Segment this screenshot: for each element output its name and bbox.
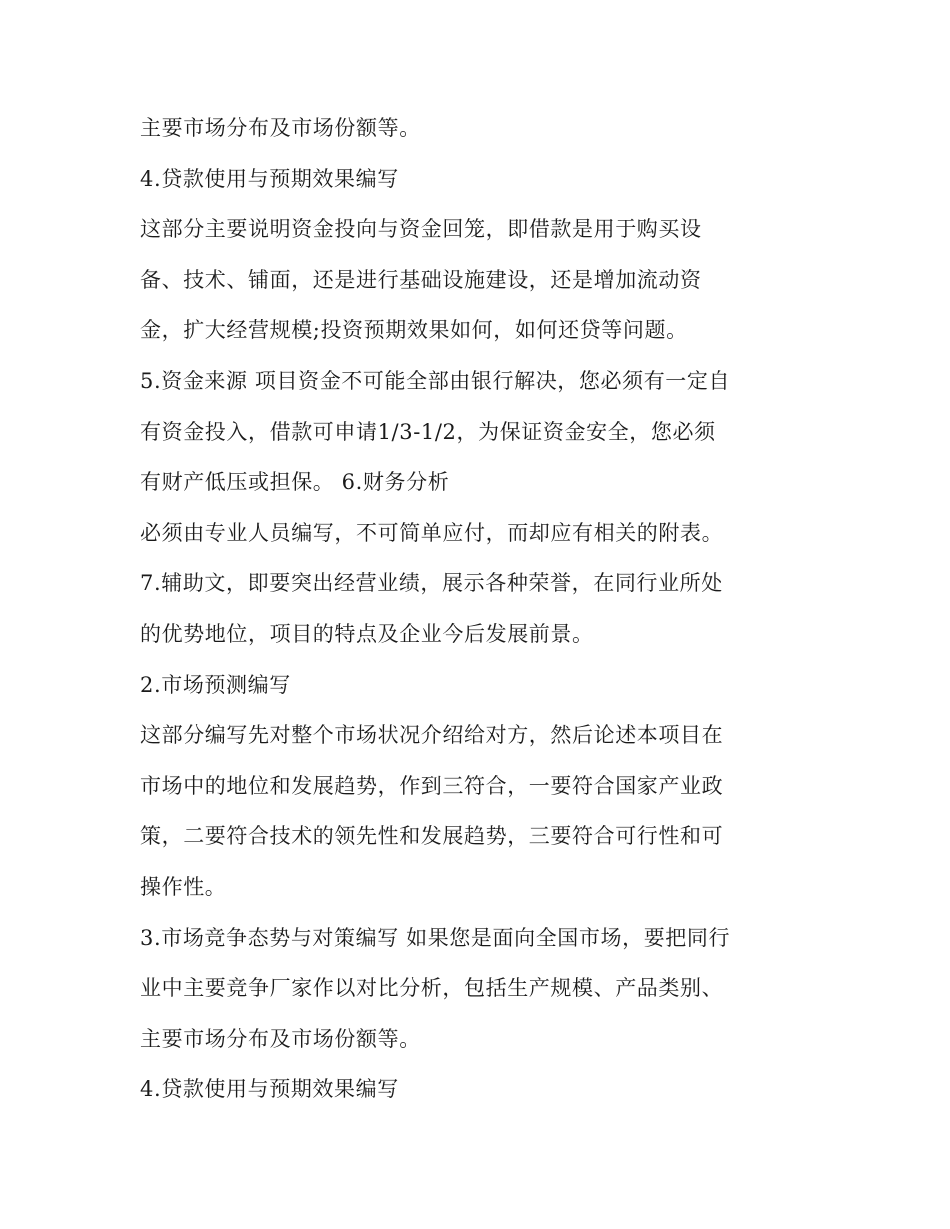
text-line: 业中主要竞争厂家作以对比分析，包括生产规模、产品类别、 bbox=[140, 976, 724, 1000]
text-line: 金，扩大经营规模;投资预期效果如何，如何还贷等问题。 bbox=[140, 318, 688, 342]
text-line: 操作性。 bbox=[140, 875, 227, 899]
text-line: 这部分主要说明资金投向与资金回笼，即借款是用于购买设 bbox=[140, 217, 702, 241]
section-heading: 3.市场竞争态势与对策编写 如果您是面向全国市场，要把同行 bbox=[140, 926, 731, 950]
section-heading: 7.辅助文，即要突出经营业绩，展示各种荣誉，在同行业所处 bbox=[140, 571, 723, 595]
text-line: 备、技术、铺面，还是进行基础设施建设，还是增加流动资 bbox=[140, 268, 702, 292]
text-line: 市场中的地位和发展趋势，作到三符合，一要符合国家产业政 bbox=[140, 774, 724, 798]
section-heading: 5.资金来源 项目资金不可能全部由银行解决，您必须有一定自 bbox=[140, 369, 731, 393]
text-line: 策，二要符合技术的领先性和发展趋势，三要符合可行性和可 bbox=[140, 824, 724, 848]
section-heading: 2.市场预测编写 bbox=[140, 673, 291, 697]
text-line: 有财产低压或担保。 6.财务分析 bbox=[140, 470, 450, 494]
text-line: 主要市场分布及市场份额等。 bbox=[140, 116, 421, 140]
text-line: 必须由专业人员编写，不可简单应付，而却应有相关的附表。 bbox=[140, 521, 724, 545]
text-line: 的优势地位，项目的特点及企业今后发展前景。 bbox=[140, 622, 594, 646]
section-heading: 4.贷款使用与预期效果编写 bbox=[140, 167, 399, 191]
text-line: 这部分编写先对整个市场状况介绍给对方，然后论述本项目在 bbox=[140, 723, 724, 747]
text-line: 主要市场分布及市场份额等。 bbox=[140, 1027, 421, 1051]
section-heading: 4.贷款使用与预期效果编写 bbox=[140, 1077, 399, 1101]
text-line: 有资金投入，借款可申请1/3-1/2，为保证资金安全，您必须 bbox=[140, 420, 716, 444]
